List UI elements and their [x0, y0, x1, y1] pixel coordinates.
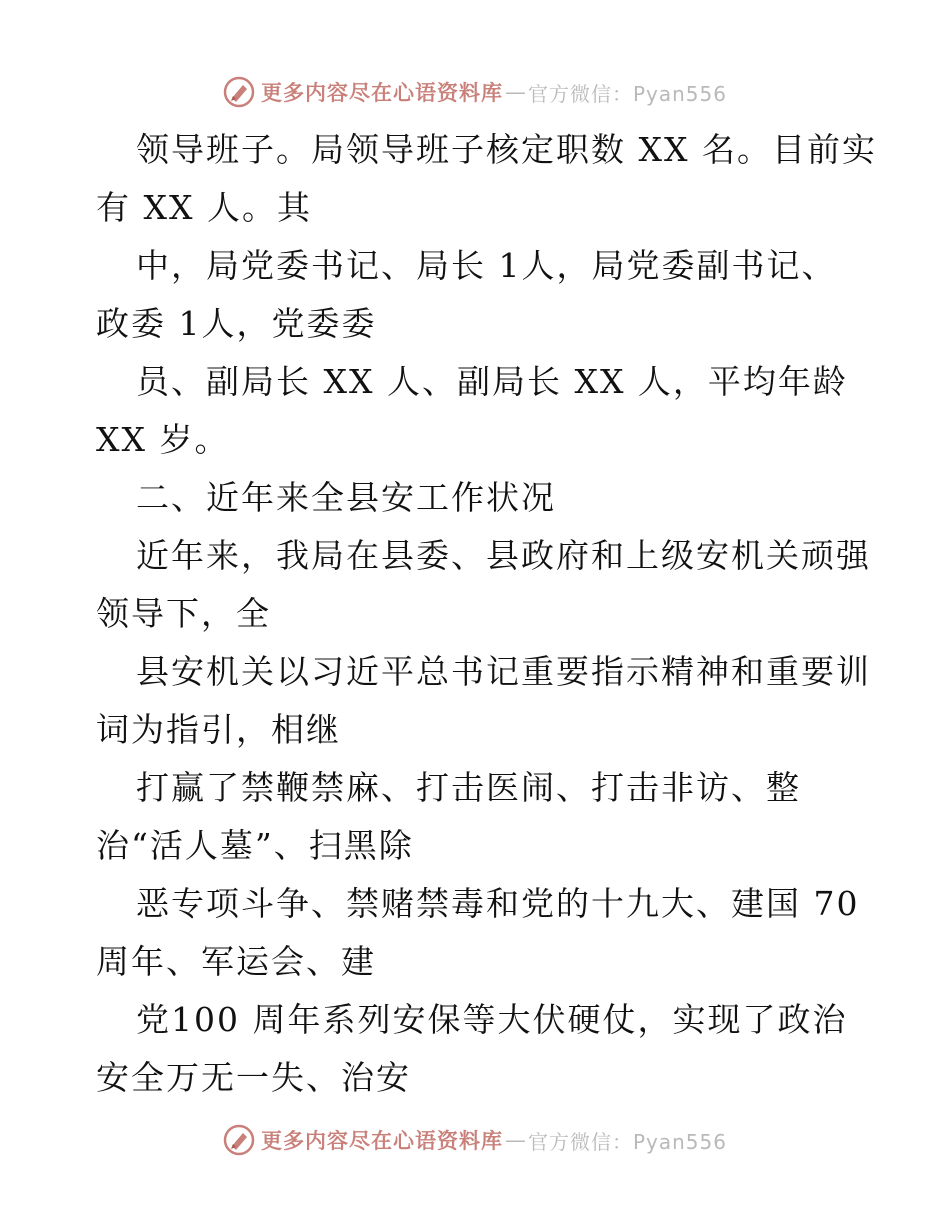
body-line: 恶专项斗争、禁赌禁毒和党的十九大、建国 70 — [136, 884, 860, 923]
body-line: 打赢了禁鞭禁麻、打击医闹、打击非访、整 — [136, 768, 801, 807]
brand-text: 更多内容尽在心语资料库 — [260, 1129, 503, 1153]
body-line: 领导班子。局领导班子核定职数 XX 名。目前实 — [136, 130, 877, 169]
footer-watermark-banner — [0, 1120, 950, 1160]
logo-icon — [223, 1124, 255, 1156]
section-heading: 二、近年来全县安工作状况 — [136, 478, 556, 517]
body-line: 员、副局长 XX 人、副局长 XX 人，平均年龄 — [136, 362, 848, 401]
wechat-text: 官方微信：Pyan556 — [527, 1129, 727, 1154]
banner-separator: — — [504, 80, 526, 104]
header-watermark-banner — [0, 72, 950, 112]
banner-separator: — — [504, 1128, 526, 1152]
body-line: 县安机关以习近平总书记重要指示精神和重要训 — [136, 652, 871, 691]
body-line: 词为指引，相继 — [96, 710, 341, 749]
body-line: 党100 周年系列安保等大伏硬仗，实现了政治 — [136, 1000, 848, 1039]
body-line: 中，局党委书记、局长 1人，局党委副书记、 — [136, 246, 837, 285]
body-line: 有 XX 人。其 — [96, 188, 312, 227]
body-line: 领导下，全 — [96, 594, 271, 633]
body-line: XX 岁。 — [96, 420, 230, 459]
body-line: 治“活人墓”、扫黑除 — [96, 826, 414, 865]
body-line: 政委 1人，党委委 — [96, 304, 377, 343]
body-line: 安全万无一失、治安 — [96, 1058, 411, 1097]
wechat-text: 官方微信：Pyan556 — [527, 81, 727, 106]
brand-text: 更多内容尽在心语资料库 — [260, 81, 503, 105]
body-line: 周年、军运会、建 — [96, 942, 376, 981]
logo-icon — [223, 76, 255, 108]
body-line: 近年来，我局在县委、县政府和上级安机关顽强 — [136, 536, 871, 575]
